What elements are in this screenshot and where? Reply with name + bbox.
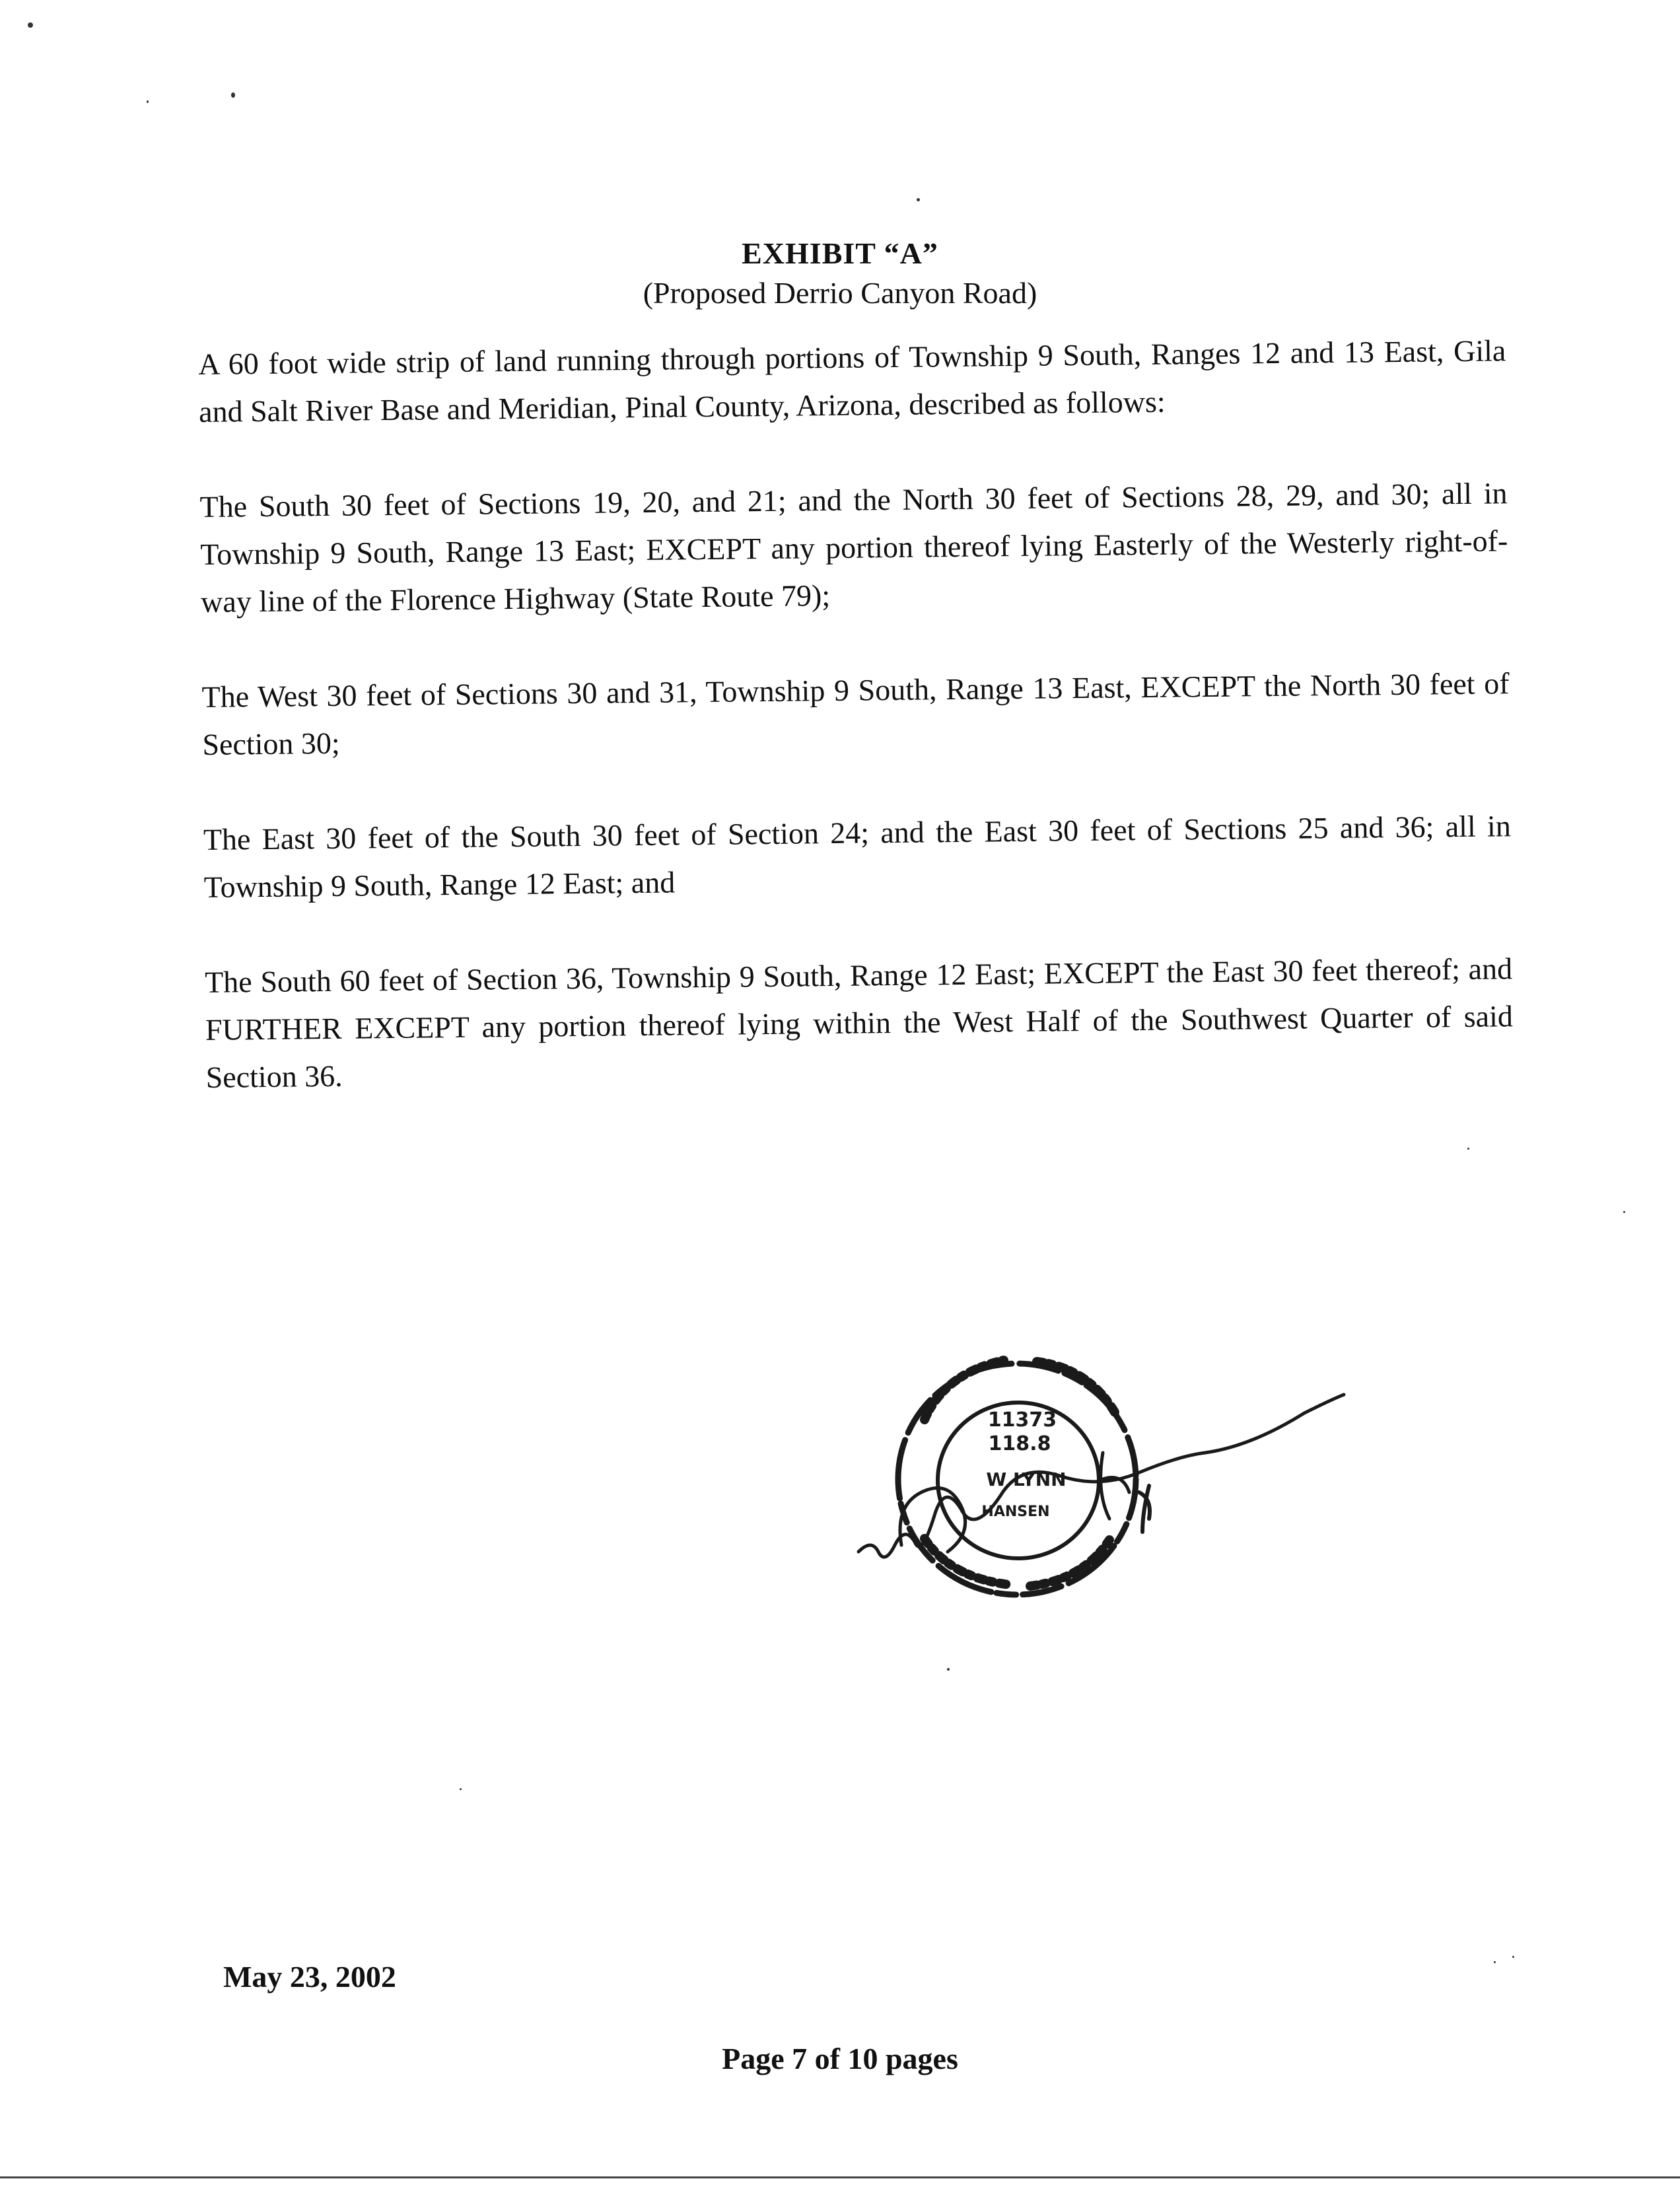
scan-speck: [1512, 1956, 1514, 1958]
paragraph-section-36-south: The South 60 feet of Section 36, Township 9 South, Range 12 East; EXCEPT the East 30 feet thereof; and FURTHER EXCEPT any portion thereof lying within the West Half of the Southwest Quarter of said Section 36.: [204, 952, 1514, 1094]
seal-line-surname: HANSEN: [981, 1504, 1050, 1520]
exhibit-subtitle: (Proposed Derrio Canyon Road): [643, 276, 1037, 310]
page-footer: Page 7 of 10 pages: [722, 2042, 958, 2075]
scan-edge-line: [0, 2176, 1680, 2178]
seal-graphic: [839, 1327, 1367, 1638]
scan-speck: [460, 1788, 462, 1790]
seal-corner-mark: [1139, 1486, 1150, 1532]
scan-speck: [147, 100, 149, 103]
scan-speck: [28, 22, 33, 28]
scan-speck: [1623, 1211, 1625, 1213]
scan-speck: [1494, 1961, 1496, 1963]
legal-description: [198, 327, 1514, 1101]
registration-seal: [839, 1327, 1367, 1638]
seal-line-number: 11373: [987, 1408, 1057, 1432]
exhibit-title: EXHIBIT “A”: [742, 236, 938, 270]
paragraph-sections-24-36: The East 30 feet of the South 30 feet of Section 24; and the East 30 feet of Sections 25 and 36; all in Township 9 South, Range 12 East; and: [203, 809, 1512, 904]
scan-speck: [947, 1668, 950, 1671]
paragraph-intro: A 60 foot wide strip of land running through portions of Township 9 South, Ranges 12 and 13 East, Gila and Salt River Base and Meridian, Pinal County, Arizona, described as follows:: [198, 333, 1506, 429]
paragraph-sections-19-21: The South 30 feet of Sections 19, 20, and 21; and the North 30 feet of Sections 28, 29, and 30; all in Township 9 South, Range 13 East; EXCEPT any portion thereof lying Easterly of the Westerly right-of-way line of the Florence Highway (State Route 79);: [199, 476, 1508, 619]
paragraph-sections-30-31: The West 30 feet of Sections 30 and 31, Township 9 South, Range 13 East, EXCEPT the North 30 feet of Section 30;: [201, 666, 1510, 761]
scan-speck: [231, 92, 235, 98]
scan-speck: [917, 198, 920, 201]
signature-initial: [1101, 1453, 1129, 1519]
document-date: May 23, 2002: [223, 1960, 396, 1994]
seal-line-code: 118.8: [988, 1432, 1051, 1455]
seal-line-name: W LYNN: [986, 1469, 1067, 1490]
scan-speck: [1467, 1148, 1469, 1150]
